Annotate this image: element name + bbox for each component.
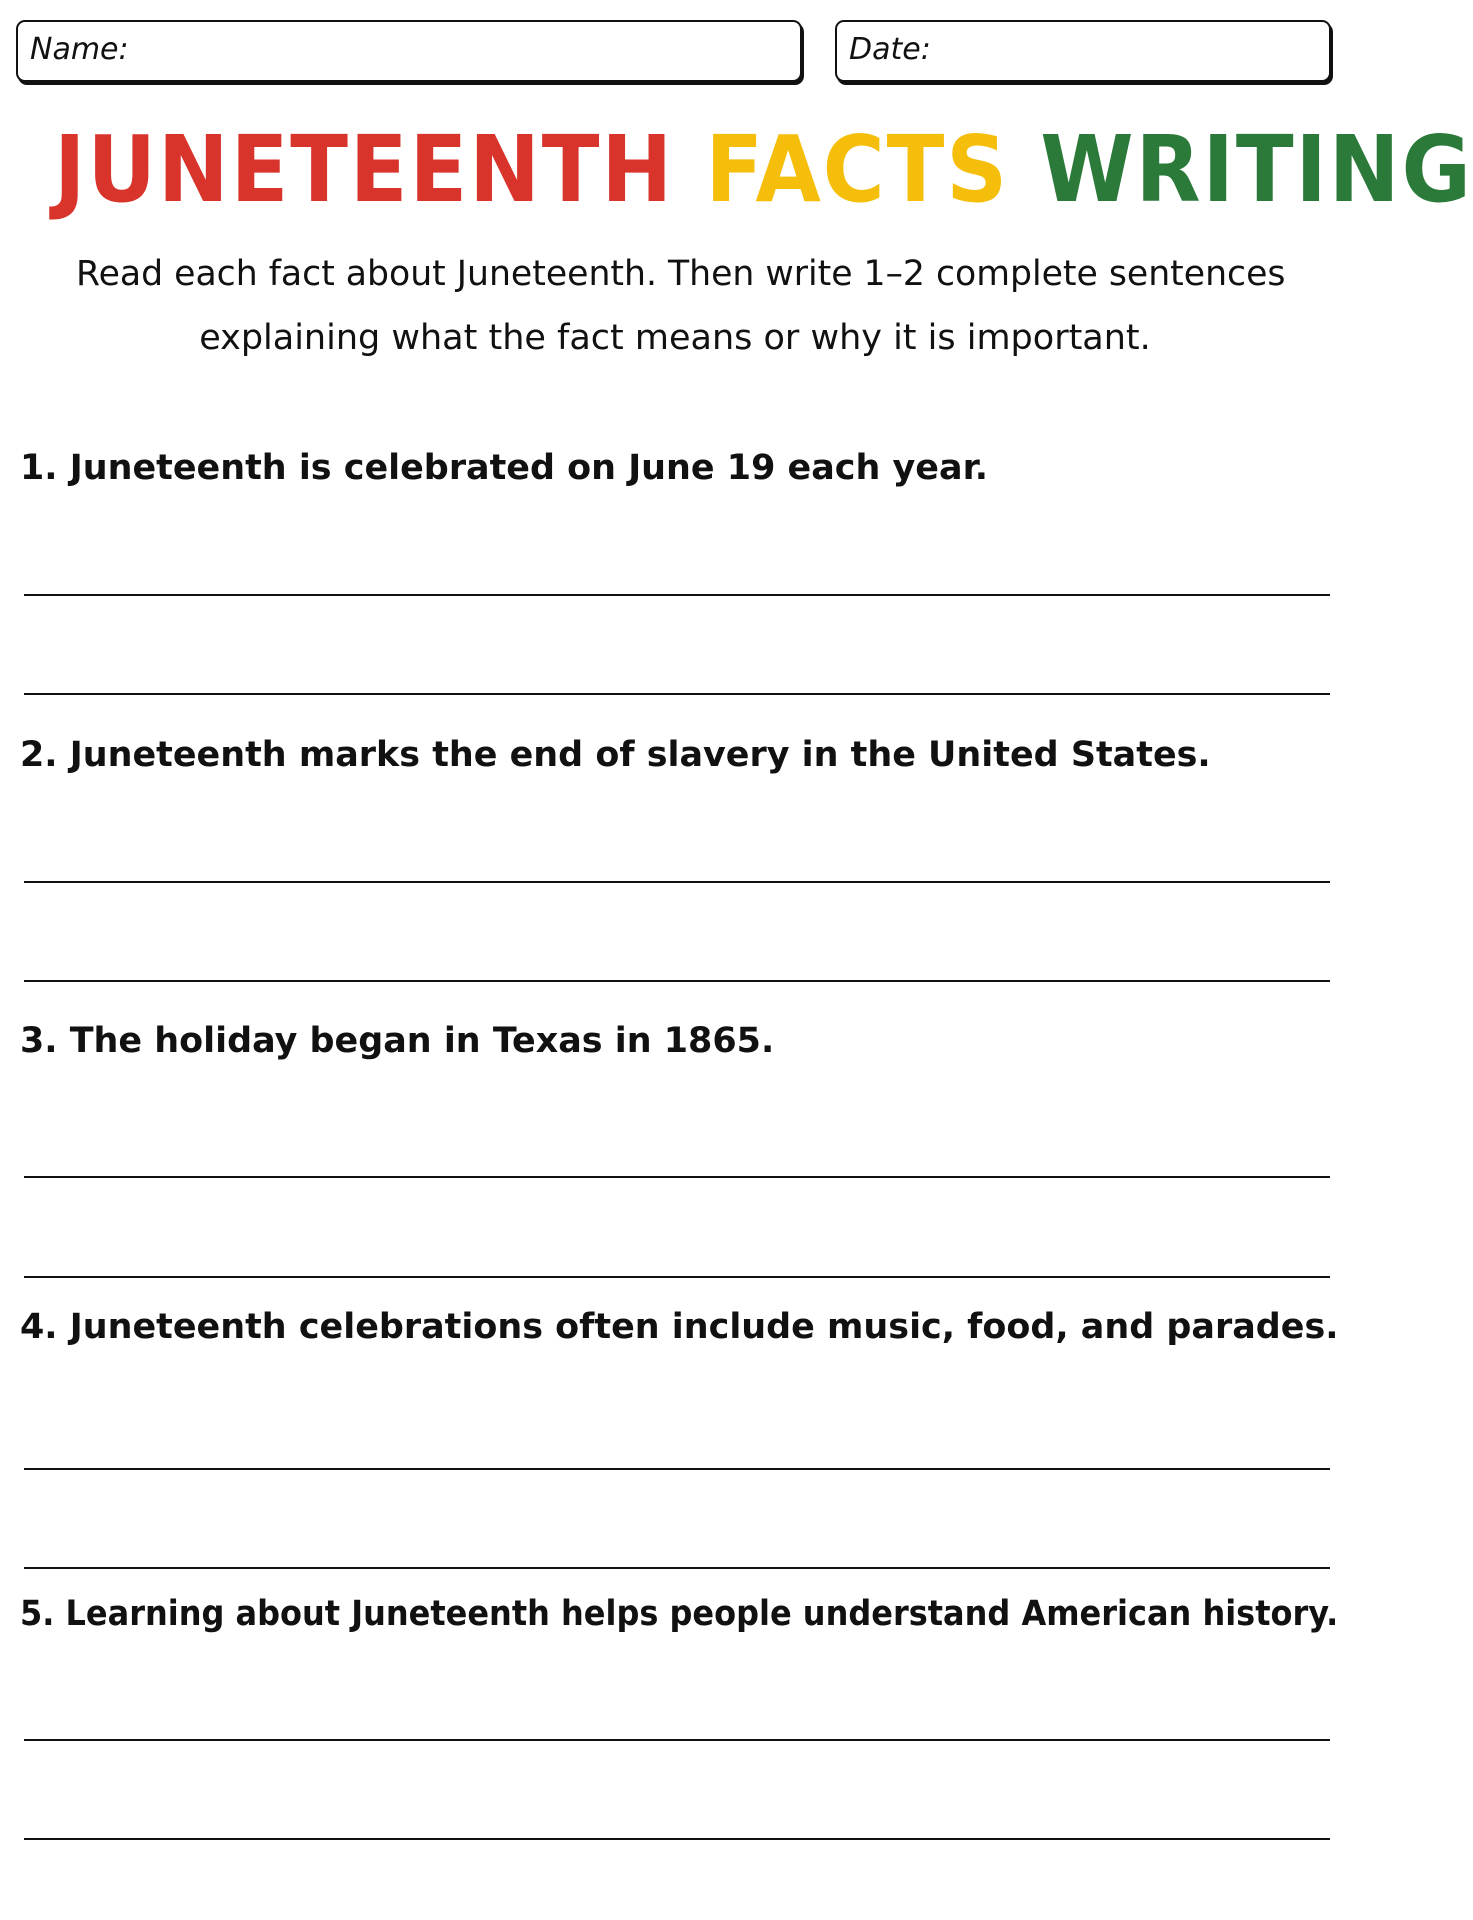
date-field[interactable] [835,20,1331,82]
answer-line-5b[interactable] [24,1838,1330,1840]
title-word-facts: FACTS [705,116,1010,223]
fact-5: 5. Learning about Juneteenth helps people understand American history. [20,1594,1339,1634]
worksheet-title [54,116,1473,223]
answer-line-4b[interactable] [24,1567,1330,1569]
instructions-line-2: explaining what the fact means or why it is important. [199,318,1151,358]
fact-3: 3. The holiday began in Texas in 1865. [20,1021,775,1061]
answer-line-1b[interactable] [24,693,1330,695]
answer-line-1a[interactable] [24,594,1330,596]
answer-line-2b[interactable] [24,980,1330,982]
instructions [70,242,1286,370]
name-label: Name: [30,32,129,67]
date-label: Date: [849,32,931,67]
title-word-writing: WRITING [1040,116,1473,223]
answer-line-3a[interactable] [24,1176,1330,1178]
fact-4: 4. Juneteenth celebrations often include music, food, and parades. [20,1307,1339,1347]
answer-line-2a[interactable] [24,881,1330,883]
fact-2: 2. Juneteenth marks the end of slavery in the United States. [20,735,1211,775]
answer-line-3b[interactable] [24,1276,1330,1278]
answer-line-5a[interactable] [24,1739,1330,1741]
instructions-line-1: Read each fact about Juneteenth. Then write 1–2 complete sentences [76,254,1286,294]
answer-line-4a[interactable] [24,1468,1330,1470]
fact-1: 1. Juneteenth is celebrated on June 19 each year. [20,448,989,488]
name-field[interactable] [16,20,802,82]
title-word-juneteenth: JUNETEENTH [54,116,675,223]
